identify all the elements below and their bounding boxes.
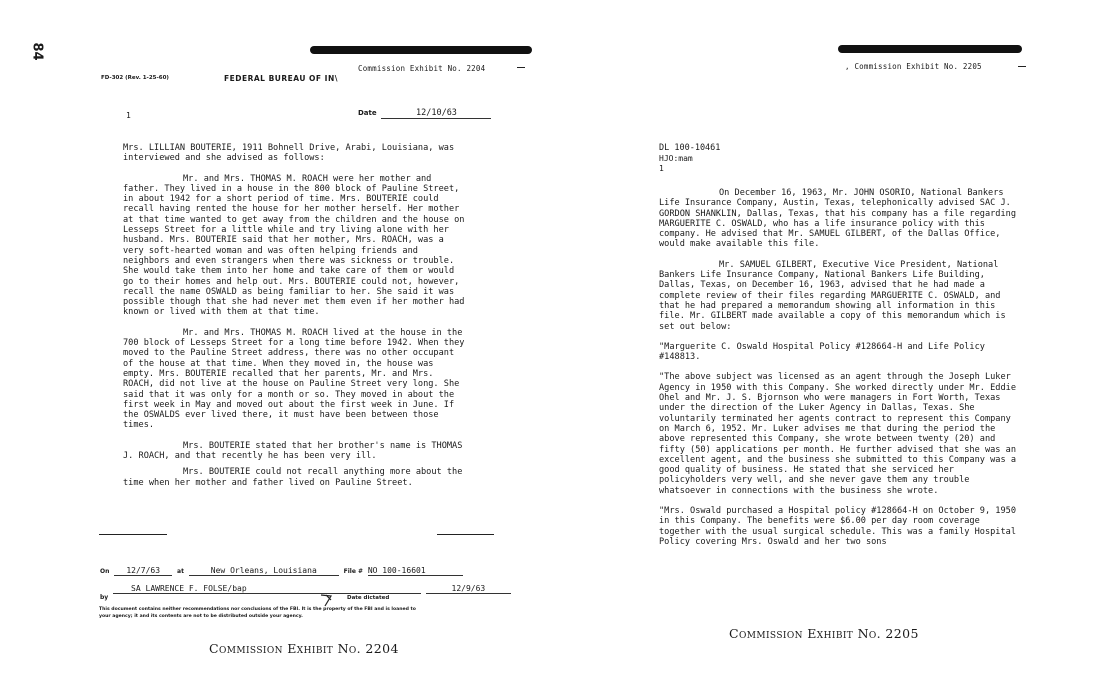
page-number: 84 <box>29 42 45 61</box>
page-marker-left: 1 <box>126 111 131 120</box>
header-dot: , <box>845 62 855 71</box>
date-value: 12/10/63 <box>381 108 491 119</box>
by-label: by <box>100 594 109 601</box>
paragraph: "Mrs. Oswald purchased a Hospital policy #128664-H on October 9, 1950 in this Company. The benefits were $6.00 per day room coverage together with the usual surgical schedule. This was a family Hospital Policy covering Mrs. Oswald and her two sons <box>659 506 1016 547</box>
on-date: 12/7/63 <box>114 566 172 576</box>
paragraph: On December 16, 1963, Mr. JOHN OSORIO, National Bankers Life Insurance Company, Austin, Texas, telephonically advised SAC J. GORDON SHANKLIN, Dallas, Texas, that his company has a file regarding MARGUERITE C. OSWALD, who has a life insurance policy with this company. He advised that Mr. SAMUEL GILBERT, of the Dallas Office, would make available this file. <box>659 188 1016 250</box>
paragraph: Mrs. LILLIAN BOUTERIE, 1911 Bohnell Drive, Arabi, Louisiana, was interviewed and she advised as follows: <box>123 143 455 164</box>
dictated-date: 12/9/63 <box>426 584 511 594</box>
dictated-label: Date dictated <box>347 595 390 601</box>
location: New Orleans, Louisiana <box>189 566 339 576</box>
paragraph: Mr. and Mrs. THOMAS M. ROACH lived at the house in the 700 block of Lesseps Street for a long time before 1942. When they moved to the Pauline Street address, there was no other occupant of the house at that time. When they moved in, the house was empty. Mrs. BOUTERIE recalled that her parents, Mr. and Mrs. ROACH, did not live at the house on Pauline Street very long. She said that it was only for a month or so. They moved in about the first week in May and moved out about the first week in June. If the OSWALDS ever lived there, it must have been between those times. <box>123 327 465 431</box>
paragraph: Mrs. BOUTERIE could not recall anything more about the time when her mother and father lived on Pauline Street. <box>123 467 463 488</box>
paragraph: Mr. and Mrs. THOMAS M. ROACH were her mother and father. They lived in a house in the 800 block of Pauline Street, in about 1942 for a short period of time. Mrs. BOUTERIE could recall having rented the house for her mother herself. Her mother at that time wanted to get away from the children and the house on Lesseps Street for a little while and try living alone with her husband. Mrs. BOUTERIE said that her mother, Mrs. ROACH, was a very soft-hearted woman and was often helping friends and neighbors and even strangers when there was sickness or trouble. She would take them into her home and take care of them or would go to their homes and help out. Mrs. BOUTERIE could not, however, recall the name OSWALD as being familiar to her. She said it was possible though that she had never met them even if her mother had known or lived with them at that time. <box>123 173 465 318</box>
date-label-text: Date <box>358 109 377 117</box>
agency-title: FEDERAL BUREAU OF IN\ <box>224 74 338 83</box>
disclaimer-line-2: your agency; it and its contents are not to be distributed outside your agency. <box>99 614 303 619</box>
paragraph: Mrs. BOUTERIE stated that her brother's name is THOMAS J. ROACH, and that recently he has been very ill. <box>123 440 463 462</box>
footer-caption-2204: Commission Exhibit No. 2204 <box>209 641 399 656</box>
report-body-2204 <box>123 143 468 498</box>
initials: HJO:mam <box>659 154 693 163</box>
exhibit-header-2204: Commission Exhibit No. 2204 <box>358 64 486 73</box>
form-id: FD-302 (Rev. 1-25-60) <box>101 75 169 81</box>
date-label <box>358 108 491 119</box>
file-number: NO 100-16601 <box>368 566 463 576</box>
at-label: at <box>177 568 184 575</box>
header-dash-left <box>517 67 525 68</box>
disclaimer-line-1: This document contains neither recommendations nor conclusions of the FBI. It is the property of the FBI and is loaned to <box>99 607 416 612</box>
redaction-bar-left <box>310 46 532 54</box>
agent-name: SA LAWRENCE F. FOLSE/bap <box>113 584 421 594</box>
paragraph: Mr. SAMUEL GILBERT, Executive Vice President, National Bankers Life Insurance Company, National Bankers Life Building, Dallas, Texas, on December 16, 1963, advised that he had made a complete review of their files regarding MARGUERITE C. OSWALD, and that he had prepared a memorandum showing all information in this file. Mr. GILBERT made available a copy of this memorandum which is set out below: <box>659 259 1006 332</box>
exhibit-header-2205 <box>845 62 982 71</box>
on-label: On <box>100 568 110 575</box>
exhibit-header-2205-text: Commission Exhibit No. 2205 <box>854 62 982 71</box>
header-dash-right <box>1018 66 1026 67</box>
file-label: File # <box>343 568 364 575</box>
page-marker-right: 1 <box>659 164 664 173</box>
redaction-bar-right <box>838 45 1022 53</box>
footer-caption-2205: Commission Exhibit No. 2205 <box>729 626 919 641</box>
file-ref: DL 100-10461 <box>659 143 721 153</box>
paragraph: "The above subject was licensed as an agent through the Joseph Luker Agency in 1950 with this Company. She worked directly under Mr. Eddie Ohel and Mr. J. S. Bjornson who were managers in Fort Worth, Texas under the direction of the Luker Agency in Dallas, Texas. She voluntarily terminated her agents contract to represent this Company on March 6, 1952. Mr. Luker advises me that during the period the above represented this Company, she wrote between twenty (20) and fifty (50) applications per month. He further advised that she was an excellent agent, and the business she submitted to this Company was a good quality of business. He stated that she serviced her policyholders very well, and she never gave them any trouble whatsoever in connections with the business she wrote. <box>659 372 1016 496</box>
separator-rule-left-a <box>99 534 167 535</box>
separator-rule-left-b <box>437 534 494 535</box>
on-line <box>100 566 463 576</box>
report-body-2205 <box>659 188 1022 557</box>
paragraph: "Marguerite C. Oswald Hospital Policy #128664-H and Life Policy #148813. <box>659 341 985 363</box>
